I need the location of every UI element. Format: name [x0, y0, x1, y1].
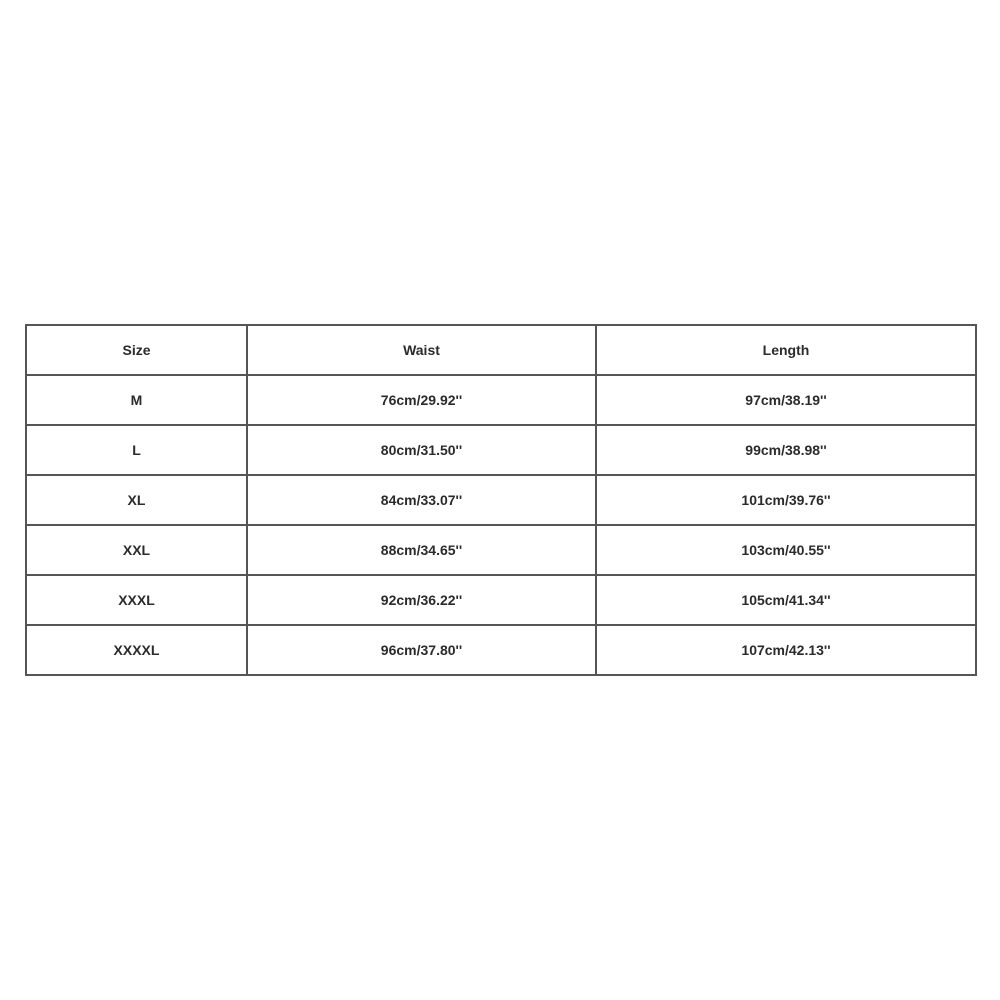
length-cell: 105cm/41.34'' — [596, 575, 976, 625]
table-header — [26, 325, 976, 375]
length-cell: 107cm/42.13'' — [596, 625, 976, 675]
size-cell: XXXXL — [26, 625, 247, 675]
waist-cell: 96cm/37.80'' — [247, 625, 596, 675]
waist-cell: 76cm/29.92'' — [247, 375, 596, 425]
waist-cell: 88cm/34.65'' — [247, 525, 596, 575]
table-row — [26, 525, 976, 575]
table-row — [26, 575, 976, 625]
header-length: Length — [596, 325, 976, 375]
size-cell: XL — [26, 475, 247, 525]
table-row — [26, 425, 976, 475]
header-size: Size — [26, 325, 247, 375]
length-cell: 103cm/40.55'' — [596, 525, 976, 575]
length-cell: 99cm/38.98'' — [596, 425, 976, 475]
length-cell: 101cm/39.76'' — [596, 475, 976, 525]
table-row — [26, 375, 976, 425]
header-row — [26, 325, 976, 375]
size-cell: XXL — [26, 525, 247, 575]
waist-cell: 80cm/31.50'' — [247, 425, 596, 475]
waist-cell: 92cm/36.22'' — [247, 575, 596, 625]
table-body — [26, 375, 976, 675]
size-cell: M — [26, 375, 247, 425]
size-cell: L — [26, 425, 247, 475]
table-row — [26, 625, 976, 675]
length-cell: 97cm/38.19'' — [596, 375, 976, 425]
size-chart-table — [25, 324, 977, 676]
header-waist: Waist — [247, 325, 596, 375]
waist-cell: 84cm/33.07'' — [247, 475, 596, 525]
size-cell: XXXL — [26, 575, 247, 625]
table-row — [26, 475, 976, 525]
